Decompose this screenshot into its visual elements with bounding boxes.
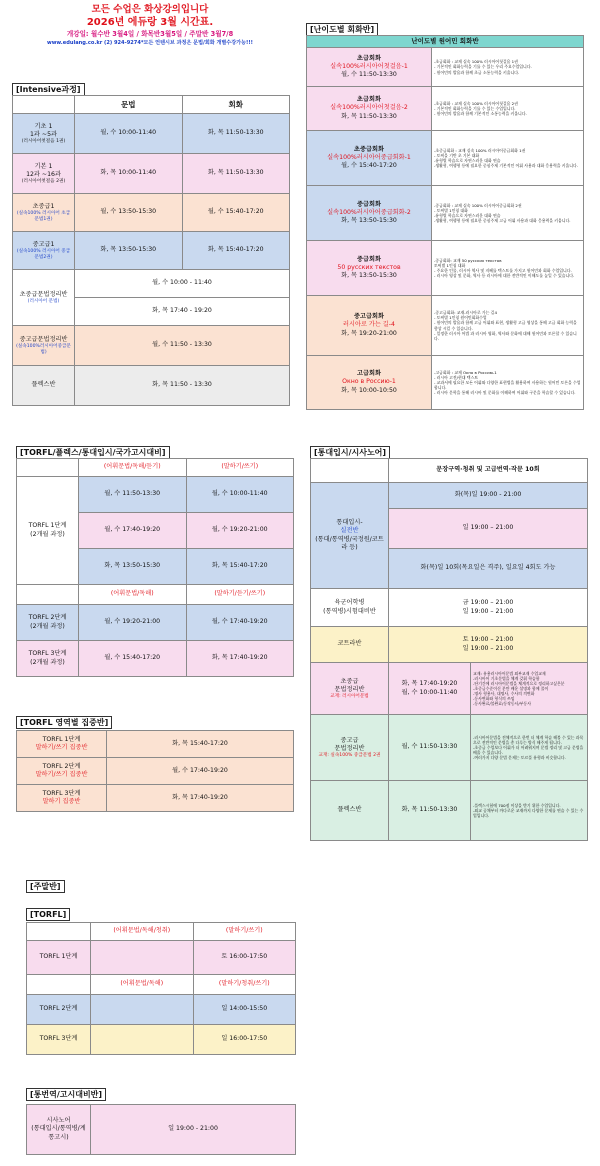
table-row xyxy=(17,605,294,641)
class-name: 중고급 xyxy=(340,736,359,744)
class-desc: 교재: 유용러시아어문법 외부교재 수업교재 -러시아어 기초문법을 체계 갖춰 학습함 -단기간에 러시아어문법을 체계적으로 정리하고싶은분 -초중급수준이신 분만 배운 설명과 함께 풀이 -명사 형용사, 대명사, 수사의 격변화 -동사변화와 형식의 쓰임 -동사완료/불완료/동작동사/부동사 xyxy=(471,663,588,715)
class-note: 교재: 실속100% 중급문법 2권 xyxy=(318,752,381,758)
class-name: 초중급회화 xyxy=(354,145,384,153)
class-book: 50 русских текстов xyxy=(337,263,401,271)
class-name: TORFL 3단계 xyxy=(42,789,81,797)
class-desc: -러시아어문법을 전체적으로 한번 더 체계 학습 해볼 수 있는 과목으로 전반적인 문법을 총 다루는 방식 해주게 됩니다. -초중급 수업보다 어휘가 더 어려워지며 문법 정리 및 고급 문법을 배울 수 있습니다. -여러가지 다양 문법 문제는 토르플 유형과 비슷합니다. xyxy=(471,715,588,781)
class-name: TORFL 3단계 xyxy=(28,650,67,658)
time-cell: 일 14:00-15:50 xyxy=(193,995,296,1025)
table-row xyxy=(311,589,588,627)
class-book: Окно в Россию-1 xyxy=(342,378,396,386)
weekend-col-1: (어휘문법/독해/청취) xyxy=(91,923,194,941)
class-desc: -중고급회화: 교재-러시아로 가는 길4 - 토픽별 1인칭 원어민회화수업 - 원어민의 발음과 함께 고급 어휘와 표현, 생활형 고급 영상을 통해 고급 회화 능력을 향상 시킬 수 있습니다. - 일정한 러시아 어법 과 러시아 영화, 역사와 문화에 대해 원어민과 토론할 수 있습니다. xyxy=(432,296,584,356)
time-cell: 화, 목 13:50-15:30 xyxy=(341,272,397,280)
time-cell: 월, 수 17:40-19:20 xyxy=(186,605,294,641)
class-note: (실속100%러시아어중급문법) xyxy=(16,343,71,355)
table-row xyxy=(17,758,294,785)
class-name: 초급회화 xyxy=(357,54,381,62)
time-cell: 화, 목 15:40-17:20 xyxy=(182,232,290,270)
class-desc: -초급회화 : 교재 실속 100% 러시아어첫걸음 2권 - 기본적인 회화능력을 기를 수 있는 수업입니다. - 원어민의 발음과 함께 기본적인 소통능력을 키웁니다. xyxy=(432,87,584,131)
class-name: TORFL 1단계 xyxy=(28,522,67,530)
class-name: 플렉스반 xyxy=(311,781,389,841)
class-name: 중고급1 xyxy=(32,240,55,248)
table-row xyxy=(27,1025,296,1055)
interp-table xyxy=(310,458,588,841)
weekend-col-2b: (말하기/청취/쓰기) xyxy=(193,975,296,995)
table-row xyxy=(307,356,584,410)
time-cell: 월, 수 19:20-21:00 xyxy=(186,513,294,549)
table-row xyxy=(307,87,584,131)
torfl-focus-title: [TORFL 영역별 집중반] xyxy=(16,716,112,729)
class-sub: 문법정리반 xyxy=(334,744,365,752)
time-cell: 월, 수 15:40-17:20 xyxy=(182,194,290,232)
class-desc: -초급회화 : 교재 실속 100% 러시아어첫걸음 1권 - 기본적인 회화능력을 기를 수 있는 우리 주요수업입니다. - 원어민의 발음과 함께 초급 소통능력을 키웁니다. xyxy=(432,48,584,87)
torfl-col-2b: (말하기/듣기/쓰기) xyxy=(186,585,294,605)
class-name: 통대입시- xyxy=(336,519,363,527)
class-book: 실속100%러시아어중급회화-2 xyxy=(327,208,411,216)
table-row xyxy=(311,627,588,663)
time-cell: 일 19:00 – 21:00 xyxy=(389,509,588,549)
weekend-col-1b: (어휘문법/독해) xyxy=(91,975,194,995)
weekend-torfl-title: [TORFL] xyxy=(26,908,70,921)
time-cell: 일 19:00 - 21:00 xyxy=(91,1105,296,1155)
class-name: 시사노어 xyxy=(46,1117,71,1125)
time-cell: 화, 목 11:50-13:30 xyxy=(182,114,290,154)
table-row xyxy=(27,995,296,1025)
time-cell: 화, 목 11:50-13:30 xyxy=(341,112,397,120)
time-cell: 월, 수 13:50-15:30 xyxy=(75,194,183,232)
interp-title: [통대입시/시사노어] xyxy=(310,446,390,459)
time-cell: 화, 목 15:40-17:20 xyxy=(107,731,294,758)
time-cell: 화, 목 13:50-15:30 xyxy=(341,217,397,225)
class-note: (통대/통역병/국정원/코트라 등) xyxy=(315,535,384,551)
table-row xyxy=(27,1105,296,1155)
level-conv-table xyxy=(306,35,584,410)
time-cell: 화, 목 17:40-19:20 xyxy=(401,680,458,688)
class-sub: 말하기/쓰기 집중반 xyxy=(35,771,88,778)
table-row xyxy=(311,483,588,509)
class-sub: (2개월 과정) xyxy=(30,658,65,666)
class-name: TORFL 3단계 xyxy=(27,1025,91,1055)
class-note: (실속100% 러시아어 중급문법2권) xyxy=(16,248,71,260)
time-cell: 월, 수 11:50 - 13:30 xyxy=(75,326,290,366)
time-cell: 월, 수 19:20-21:00 xyxy=(79,605,187,641)
trans-table xyxy=(26,1104,296,1155)
class-name: TORFL 1단계 xyxy=(42,735,81,743)
time-cell: 일 19:00 – 21:00 xyxy=(462,607,514,615)
class-desc: -중급회화: 교재 50 русских текстов 토픽별 1인칭 대화 - 주요한 인물, 러시아 역사 및 지혜를 텍스트를 가지고 원어민과 회화 수업입니다. - 러시아 영상 및 문화, 역사 등 러시아에 대한 전반적인 이해도를 높일 수 있습니다. xyxy=(432,241,584,296)
torfl-title: [TORFL/플렉스/통대입시/국가고시대비] xyxy=(16,446,170,459)
class-name: 초급회화 xyxy=(357,96,381,104)
class-name: 초중급문법정리반 xyxy=(19,290,68,298)
class-note: 교재: 러시아어문법 xyxy=(330,693,369,699)
time-cell: 화, 목 13:50-15:30 xyxy=(75,232,183,270)
class-name: TORFL 2단계 xyxy=(28,614,67,622)
torfl-focus-table xyxy=(16,730,294,812)
time-cell: 월, 수 10:00-11:40 xyxy=(75,114,183,154)
table-row xyxy=(17,731,294,758)
class-note: (러시아어첫걸음 1권) xyxy=(21,138,66,144)
table-row xyxy=(27,941,296,975)
class-name: 코트라반 xyxy=(311,627,389,663)
class-sub: (통역병)시험대비반 xyxy=(323,607,376,615)
class-name: 육군어학병 xyxy=(334,599,365,607)
class-sub: 문법정리반 xyxy=(334,685,365,693)
time-cell: 화, 목 17:40-19:20 xyxy=(107,785,294,812)
table-row xyxy=(307,296,584,356)
time-cell: 토 16:00-17:50 xyxy=(193,941,296,975)
class-name: 중급회화 xyxy=(357,200,381,208)
table-row xyxy=(17,785,294,812)
class-sub: (2개월 과정) xyxy=(30,530,65,538)
time-cell: 일 16:00-17:50 xyxy=(193,1025,296,1055)
time-cell: 화, 목 15:40-17:20 xyxy=(186,549,294,585)
time-cell: 월, 수 11:50-13:30 xyxy=(341,71,397,79)
intensive-col-grammar: 문법 xyxy=(75,96,183,114)
class-name: TORFL 2단계 xyxy=(42,762,81,770)
time-cell: 금 19:00 – 21:00 xyxy=(462,599,514,607)
time-cell: 월, 수 15:40-17:20 xyxy=(341,162,397,170)
class-name: 기본 1 xyxy=(34,162,53,170)
class-name: 고급회화 xyxy=(357,370,381,378)
intensive-col-conv: 회화 xyxy=(182,96,290,114)
header-title-1: 모든 수업은 화상강의입니다 xyxy=(91,4,209,15)
class-name: TORFL 1단계 xyxy=(27,941,91,975)
table-row xyxy=(13,270,290,298)
table-row xyxy=(13,326,290,366)
class-note: (실속100% 러시아어 초급문법1권) xyxy=(16,210,71,222)
time-cell: 화, 목 10:00-11:40 xyxy=(75,154,183,194)
class-sub: 실전반 xyxy=(340,527,359,535)
time-cell: 월, 수 11:50-13:30 xyxy=(79,477,187,513)
time-cell: 일 19:00 – 21:00 xyxy=(462,644,514,652)
class-name: 초중급1 xyxy=(32,202,55,210)
time-cell: 화(목)일 19:00 - 21:00 xyxy=(389,483,588,509)
torfl-col-2: (말하기/쓰기) xyxy=(186,459,294,477)
class-note: (러시아어첫걸음 2권) xyxy=(21,178,66,184)
torfl-col-1b: (어휘문법/독해) xyxy=(79,585,187,605)
intensive-title: [Intensive과정] xyxy=(12,83,85,96)
class-name: 기초 1 xyxy=(34,122,53,130)
table-row xyxy=(13,366,290,406)
table-row xyxy=(17,641,294,677)
weekend-col-2: (말하기/쓰기) xyxy=(193,923,296,941)
weekend-title: [주말반] xyxy=(26,880,65,893)
table-row xyxy=(17,477,294,513)
interp-head: 문장구역·청취 및 고급번역·작문 10회 xyxy=(389,459,588,483)
class-book: 실속100%러시아어첫걸음-1 xyxy=(330,62,408,70)
class-name: 중급회화 xyxy=(357,255,381,263)
class-name: 중고급회화 xyxy=(354,313,384,321)
table-row xyxy=(311,663,588,715)
class-desc: -고급회화 : 교재 Окно в Россию-1 - 러시아 고전/현대 텍스트 - 교과서에 필요한 모든 어휘와 다양한 표현법을 활용하여 사용하는 원어민 토론을 수업합니다. - 러시아 문학을 통해 러시아 및 문화를 이해하여 어휘와 구문을 학습할 수 있습니다. xyxy=(432,356,584,410)
page-header xyxy=(0,4,300,47)
class-name: 초중급 xyxy=(340,677,359,685)
time-cell: 화, 목 13:50-15:30 xyxy=(79,549,187,585)
class-name: TORFL 2단계 xyxy=(27,995,91,1025)
torfl-col-1: (어휘문법/독해/듣기) xyxy=(79,459,187,477)
class-sub: (2개월 과정) xyxy=(30,622,65,630)
class-book: 실속100%러시아어첫걸음-2 xyxy=(330,104,408,112)
intensive-table xyxy=(12,95,290,406)
table-row xyxy=(307,131,584,186)
class-desc: -중급회화 : 교재 실속 100% 러시아어중급회화 2권 - 토픽별 1인칭 대화 -유형별 학습으로 자연스러운 대화 연습 -생활형, 여행형 등에 필요한 중심주제 고급 어휘 사용과 대화 응용력을 키웁니다. xyxy=(432,186,584,241)
table-row xyxy=(307,241,584,296)
class-desc: -초중급회화 : 교재 실속 100% 러시아어중급회화 1권 - 토픽을 기반 초 기본 대화 -유형별 학습으로 자연스러운 대화 연습 -생활형, 여행형 등에 필요한 중심주제 기본적인 어휘 사용과 대화 응용력을 키웁니다. xyxy=(432,131,584,186)
time-cell: 화, 목 17:40-19:20 xyxy=(186,641,294,677)
table-row xyxy=(307,186,584,241)
table-row xyxy=(311,781,588,841)
class-sub: 1과 ~5과 xyxy=(30,130,57,138)
time-cell: 토 19:00 – 21:00 xyxy=(462,636,514,644)
time-cell: 화, 목 19:20-21:00 xyxy=(341,329,397,337)
table-row xyxy=(13,114,290,154)
time-cell: 월, 수 10:00-11:40 xyxy=(401,688,458,696)
time-cell: 화, 목 11:50-13:30 xyxy=(389,781,471,841)
time-cell: 화, 목 17:40 - 19:20 xyxy=(75,298,290,326)
class-name: 중고급문법정리반 xyxy=(19,335,68,343)
table-row xyxy=(13,194,290,232)
torfl-table xyxy=(16,458,294,677)
time-cell: 월, 수 10:00-11:40 xyxy=(186,477,294,513)
trans-title: [통번역/고시대비반] xyxy=(26,1088,106,1101)
header-contact: www.edulang.co.kr (2) 924-9274*모든 언텐시브 과정은 문법/회화 개별수강가능!!! xyxy=(47,40,253,46)
header-schedule: 개강일: 월수반 3월4일 / 화목반3월5일 / 주말반 3월7/8 xyxy=(66,30,234,38)
class-book: 러시아로 가는 길-4 xyxy=(343,321,395,329)
table-row xyxy=(311,715,588,781)
class-sub: 12과 ~16과 xyxy=(26,170,61,178)
time-cell: 화, 목 10:00-10:50 xyxy=(341,386,397,394)
class-sub: 말하기/쓰기 집중반 xyxy=(35,744,88,751)
time-cell: 월, 수 15:40-17:20 xyxy=(79,641,187,677)
time-cell: 월, 수 17:40-19:20 xyxy=(79,513,187,549)
time-cell: 월, 수 10:00 - 11:40 xyxy=(75,270,290,298)
time-cell: 화, 목 11:50 - 13:30 xyxy=(75,366,290,406)
time-cell: 화(목)일 10회(목요일은 격주), 일요일 4회도 가능 xyxy=(389,549,588,589)
class-sub: 말하기 집중반 xyxy=(42,798,81,805)
class-desc: -플렉스시험에 700점 이상을 받기 위한 수업입니다. -외교 공채부터 까다로운 교재까지 다양한 문제를 연습 수 있는 수업입니다. xyxy=(471,781,588,841)
time-cell: 화, 목 11:50-13:30 xyxy=(182,154,290,194)
time-cell: 월, 수 11:50-13:30 xyxy=(389,715,471,781)
class-note: (러시아어 문법) xyxy=(27,298,60,304)
weekend-table xyxy=(26,922,296,1055)
table-row xyxy=(13,232,290,270)
table-row xyxy=(307,48,584,87)
class-sub: (통대입시/통역병/계통고시) xyxy=(31,1125,86,1141)
table-row xyxy=(13,154,290,194)
level-conv-title: [난이도별 회화반] xyxy=(306,23,378,36)
class-book: 실속100%러시아어중급회화-1 xyxy=(327,153,411,161)
time-cell: 월, 수 17:40-19:20 xyxy=(107,758,294,785)
level-conv-header: 난이도별 원어민 회화반 xyxy=(307,36,584,48)
header-title-2: 2026년 에듀랑 3월 시간표. xyxy=(86,17,214,28)
class-name: 플렉스반 xyxy=(13,366,75,406)
